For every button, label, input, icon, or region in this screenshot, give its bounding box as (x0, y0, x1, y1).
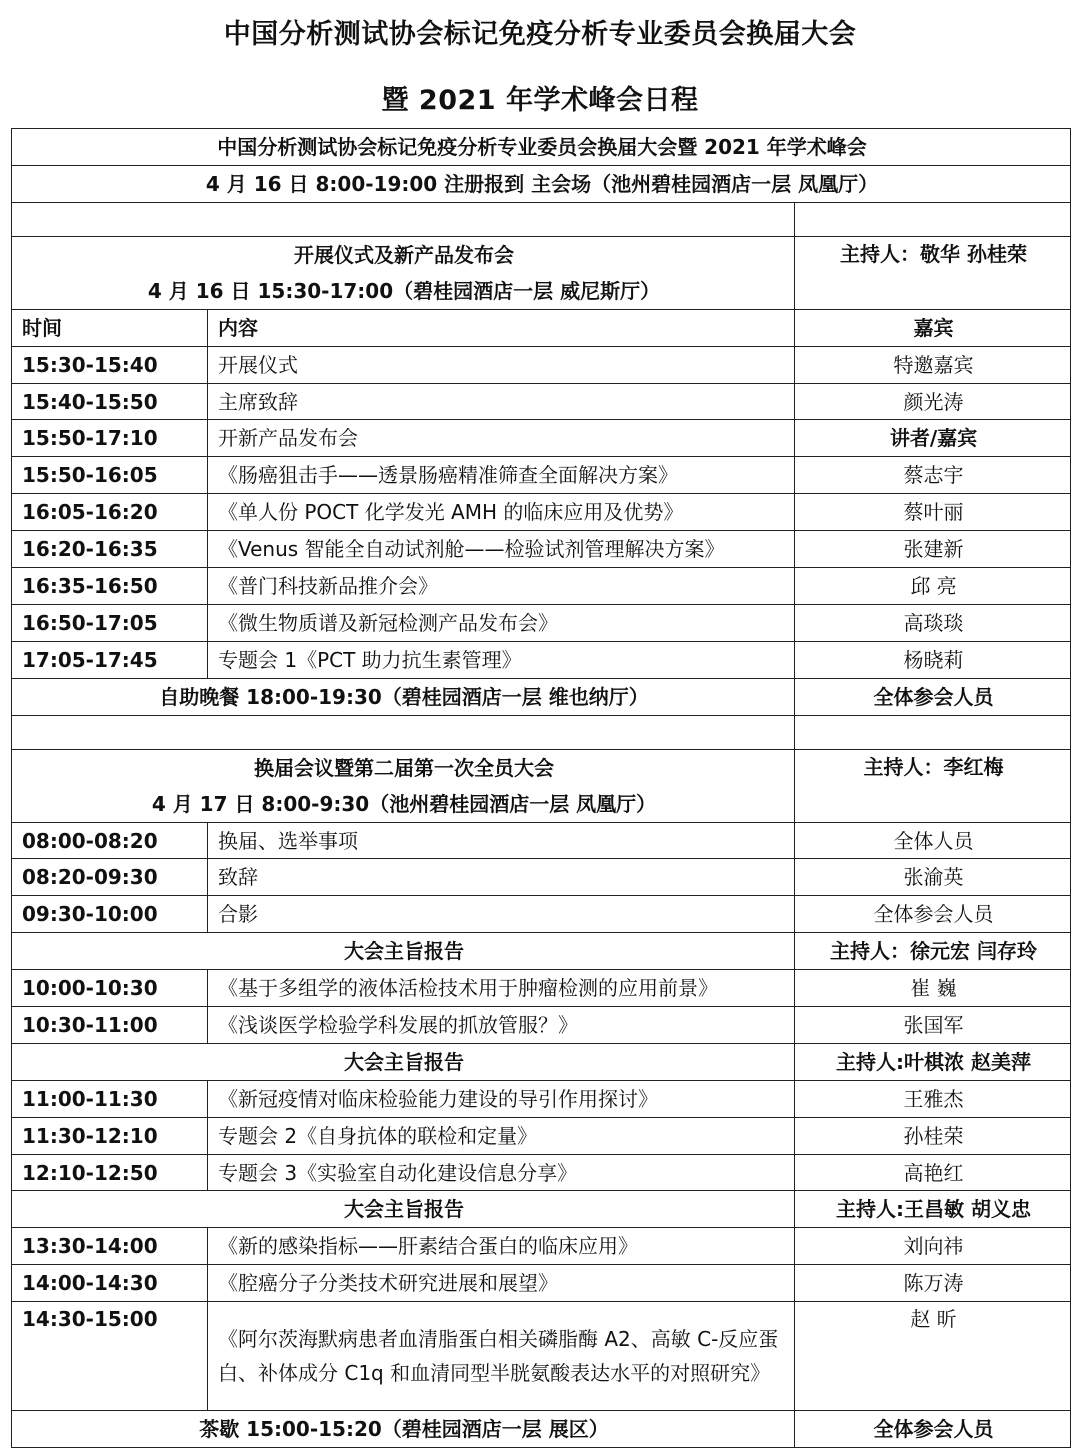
tea-break-row: 茶歇 15:00-15:20（碧桂园酒店一层 展区） (12, 1411, 795, 1448)
table-row (12, 1228, 1071, 1265)
time-cell: 08:00-08:20 (12, 822, 208, 859)
column-header-time: 时间 (12, 309, 208, 346)
guest-cell: 杨晓莉 (795, 641, 1071, 678)
schedule-table (11, 128, 1071, 1448)
content-cell: 《肠癌狙击手——透景肠癌精准筛查全面解决方案》 (208, 457, 795, 494)
table-row (12, 457, 1071, 494)
table-row (12, 1080, 1071, 1117)
time-cell: 08:20-09:30 (12, 859, 208, 896)
section-title: 开展仪式及新产品发布会 (294, 242, 514, 267)
content-cell: 主席致辞 (208, 383, 795, 420)
content-cell: 致辞 (208, 859, 795, 896)
section-heading (12, 749, 795, 822)
content-cell: 《浅谈医学检验学科发展的抓放管服？》 (208, 1007, 795, 1044)
guest-cell: 刘向祎 (795, 1228, 1071, 1265)
table-row (12, 896, 1071, 933)
guest-cell: 全体参会人员 (795, 896, 1071, 933)
content-cell: 《阿尔茨海默病患者血清脂蛋白相关磷脂酶 A2、高敏 C-反应蛋白、补体成分 C1q 和血清同型半胱氨酸表达水平的对照研究》 (208, 1302, 795, 1411)
section-heading (12, 236, 795, 309)
section-host: 主持人：李红梅 (795, 749, 1071, 822)
guest-cell: 张国军 (795, 1007, 1071, 1044)
section-date: 4 月 16 日 15:30-17:00（碧桂园酒店一层 威尼斯厅） (147, 278, 661, 303)
guest-cell: 崔 巍 (795, 970, 1071, 1007)
time-cell: 16:35-16:50 (12, 568, 208, 605)
dinner-row: 自助晚餐 18:00-19:30（碧桂园酒店一层 维也纳厅） (12, 678, 795, 715)
table-row (12, 970, 1071, 1007)
blank-cell (795, 715, 1071, 749)
table-row (12, 346, 1071, 383)
time-cell: 12:10-12:50 (12, 1154, 208, 1191)
document-title: 中国分析测试协会标记免疫分析专业委员会换届大会 (223, 19, 857, 50)
time-cell: 15:50-17:10 (12, 420, 208, 457)
column-header-content: 内容 (208, 309, 795, 346)
content-cell: 开展仪式 (208, 346, 795, 383)
report-heading: 大会主旨报告 (12, 933, 795, 970)
guest-cell: 王雅杰 (795, 1080, 1071, 1117)
time-cell: 13:30-14:00 (12, 1228, 208, 1265)
table-row (12, 641, 1071, 678)
guest-cell: 讲者/嘉宾 (795, 420, 1071, 457)
table-row (12, 1265, 1071, 1302)
content-cell: 合影 (208, 896, 795, 933)
time-cell: 15:40-15:50 (12, 383, 208, 420)
content-cell: 《新的感染指标——肝素结合蛋白的临床应用》 (208, 1228, 795, 1265)
table-row (12, 1154, 1071, 1191)
time-cell: 11:30-12:10 (12, 1117, 208, 1154)
table-row (12, 822, 1071, 859)
table-row (12, 531, 1071, 568)
report-host: 主持人：徐元宏 闫存玲 (795, 933, 1071, 970)
guest-cell: 蔡志宇 (795, 457, 1071, 494)
time-cell: 17:05-17:45 (12, 641, 208, 678)
time-cell: 09:30-10:00 (12, 896, 208, 933)
time-cell: 10:30-11:00 (12, 1007, 208, 1044)
content-cell: 《普门科技新品推介会》 (208, 568, 795, 605)
table-row (12, 604, 1071, 641)
time-cell: 15:50-16:05 (12, 457, 208, 494)
guest-cell: 赵 昕 (795, 1302, 1071, 1411)
content-cell: 专题会 2《自身抗体的联检和定量》 (208, 1117, 795, 1154)
time-cell: 16:05-16:20 (12, 494, 208, 531)
guest-cell: 高艳红 (795, 1154, 1071, 1191)
section-date: 4 月 17 日 8:00-9:30（池州碧桂园酒店一层 凤凰厅） (151, 791, 657, 816)
guest-cell: 张建新 (795, 531, 1071, 568)
report-host: 主持人:王昌敏 胡义忠 (795, 1191, 1071, 1228)
content-cell: 《Venus 智能全自动试剂舱——检验试剂管理解决方案》 (208, 531, 795, 568)
guest-cell: 全体人员 (795, 822, 1071, 859)
time-cell: 14:30-15:00 (12, 1302, 208, 1411)
content-cell: 《腔癌分子分类技术研究进展和展望》 (208, 1265, 795, 1302)
report-heading: 大会主旨报告 (12, 1043, 795, 1080)
content-cell: 《微生物质谱及新冠检测产品发布会》 (208, 604, 795, 641)
guest-cell: 邱 亮 (795, 568, 1071, 605)
guest-cell: 蔡叶丽 (795, 494, 1071, 531)
content-cell: 《基于多组学的液体活检技术用于肿瘤检测的应用前景》 (208, 970, 795, 1007)
content-cell: 换届、选举事项 (208, 822, 795, 859)
tea-break-guest: 全体参会人员 (795, 1411, 1071, 1448)
guest-cell: 颜光涛 (795, 383, 1071, 420)
content-cell: 《单人份 POCT 化学发光 AMH 的临床应用及优势》 (208, 494, 795, 531)
time-cell: 16:20-16:35 (12, 531, 208, 568)
time-cell: 16:50-17:05 (12, 604, 208, 641)
table-row (12, 494, 1071, 531)
dinner-guest: 全体参会人员 (795, 678, 1071, 715)
column-header-guest: 嘉宾 (795, 309, 1071, 346)
banner-row: 中国分析测试协会标记免疫分析专业委员会换届大会暨 2021 年学术峰会 (12, 129, 1071, 166)
report-heading: 大会主旨报告 (12, 1191, 795, 1228)
guest-cell: 特邀嘉宾 (795, 346, 1071, 383)
time-cell: 15:30-15:40 (12, 346, 208, 383)
table-row (12, 568, 1071, 605)
time-cell: 11:00-11:30 (12, 1080, 208, 1117)
table-row (12, 859, 1071, 896)
blank-cell (12, 715, 795, 749)
document-subtitle: 暨 2021 年学术峰会日程 (381, 85, 699, 116)
section-title: 换届会议暨第二届第一次全员大会 (254, 755, 554, 780)
content-cell: 《新冠疫情对临床检验能力建设的导引作用探讨》 (208, 1080, 795, 1117)
report-host: 主持人:叶棋浓 赵美萍 (795, 1043, 1071, 1080)
time-cell: 10:00-10:30 (12, 970, 208, 1007)
content-cell: 专题会 3《实验室自动化建设信息分享》 (208, 1154, 795, 1191)
content-cell: 专题会 1《PCT 助力抗生素管理》 (208, 641, 795, 678)
guest-cell: 孙桂荣 (795, 1117, 1071, 1154)
section-host: 主持人：敬华 孙桂荣 (795, 236, 1071, 309)
table-row (12, 420, 1071, 457)
content-cell: 开新产品发布会 (208, 420, 795, 457)
blank-cell (12, 202, 795, 236)
table-row (12, 1007, 1071, 1044)
registration-row: 4 月 16 日 8:00-19:00 注册报到 主会场（池州碧桂园酒店一层 凤凰厅） (12, 165, 1071, 202)
table-row (12, 383, 1071, 420)
guest-cell: 张渝英 (795, 859, 1071, 896)
blank-cell (795, 202, 1071, 236)
table-row (12, 1117, 1071, 1154)
guest-cell: 陈万涛 (795, 1265, 1071, 1302)
time-cell: 14:00-14:30 (12, 1265, 208, 1302)
guest-cell: 高琰琰 (795, 604, 1071, 641)
